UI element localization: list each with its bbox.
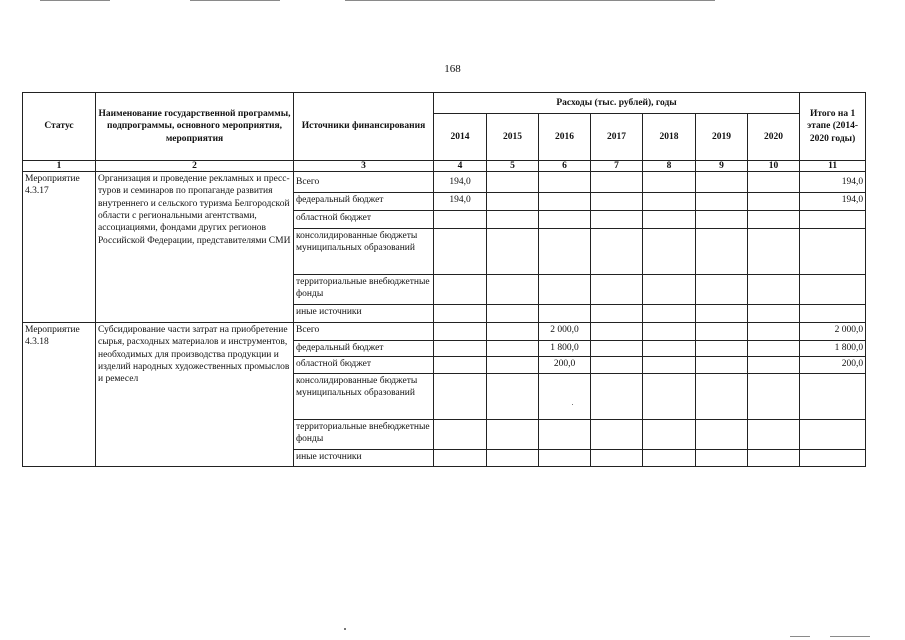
cell-total (800, 305, 866, 323)
cell-2019 (696, 229, 748, 275)
column-number: 9 (696, 161, 748, 172)
source-label: иные источники (294, 305, 434, 323)
cell-total: 194,0 (800, 172, 866, 193)
column-number: 5 (487, 161, 539, 172)
header-year: 2016 (539, 114, 591, 161)
column-number: 3 (294, 161, 434, 172)
cell-2014 (434, 450, 487, 467)
cell-2019 (696, 450, 748, 467)
cell-total (800, 374, 866, 420)
cell-2015 (487, 193, 539, 211)
cell-2015 (487, 275, 539, 305)
cell-2014: 194,0 (434, 172, 487, 193)
cell-2020 (748, 193, 800, 211)
column-number: 4 (434, 161, 487, 172)
cell-total: 2 000,0 (800, 323, 866, 341)
cell-2017 (591, 374, 643, 420)
cell-2015 (487, 172, 539, 193)
cell-2017 (591, 172, 643, 193)
cell-2020 (748, 450, 800, 467)
cell-2017 (591, 341, 643, 357)
cell-2019 (696, 357, 748, 374)
column-number: 6 (539, 161, 591, 172)
cell-2017 (591, 275, 643, 305)
header-sources: Источники финансирования (294, 93, 434, 161)
cell-2020 (748, 275, 800, 305)
cell-2014 (434, 275, 487, 305)
cell-2019 (696, 374, 748, 420)
cell-2018 (643, 420, 696, 450)
cell-total (800, 420, 866, 450)
cell-2014 (434, 229, 487, 275)
cell-2020 (748, 323, 800, 341)
header-year: 2020 (748, 114, 800, 161)
cell-2015 (487, 357, 539, 374)
page-number: 168 (444, 63, 461, 75)
cell-2018 (643, 341, 696, 357)
cell-2018 (643, 275, 696, 305)
source-label: консолидированные бюджеты муниципальных образований (294, 229, 434, 275)
cell-2018 (643, 193, 696, 211)
cell-2017 (591, 420, 643, 450)
header-status: Статус (23, 93, 96, 161)
cell-total (800, 229, 866, 275)
cell-2016: 1 800,0 (539, 341, 591, 357)
cell-2016 (539, 193, 591, 211)
scan-artifact-line (790, 636, 810, 637)
table-row (23, 172, 866, 193)
cell-2017 (591, 229, 643, 275)
source-label: территориальные внебюджетные фонды (294, 420, 434, 450)
cell-2020 (748, 374, 800, 420)
cell-2015 (487, 229, 539, 275)
cell-2015 (487, 450, 539, 467)
source-label: Всего (294, 172, 434, 193)
cell-2016: 200,0 (539, 357, 591, 374)
activity-status: Мероприятие 4.3.17 (23, 172, 96, 323)
cell-2019 (696, 420, 748, 450)
cell-2014 (434, 323, 487, 341)
cell-2015 (487, 323, 539, 341)
activity-name: Организация и проведение рекламных и пресс-туров и семинаров по пропаганде развития внутреннего и сельского туризма Белгородской области с региональными агентствами, ассоциациями, фондами других регионов Российской Федерации, представителями СМИ (96, 172, 294, 323)
cell-2016 (539, 374, 591, 420)
cell-2017 (591, 193, 643, 211)
column-number: 7 (591, 161, 643, 172)
scan-artifact-line (40, 0, 110, 1)
cell-2018 (643, 357, 696, 374)
source-label: федеральный бюджет (294, 193, 434, 211)
activity-status: Мероприятие 4.3.18 (23, 323, 96, 467)
cell-total (800, 450, 866, 467)
cell-2020 (748, 172, 800, 193)
cell-2014 (434, 211, 487, 229)
cell-2014 (434, 420, 487, 450)
cell-2016 (539, 420, 591, 450)
cell-total: 194,0 (800, 193, 866, 211)
header-year: 2018 (643, 114, 696, 161)
cell-2014 (434, 357, 487, 374)
cell-2018 (643, 450, 696, 467)
source-label: областной бюджет (294, 357, 434, 374)
cell-2020 (748, 420, 800, 450)
scan-artifact-line (190, 0, 280, 1)
column-number: 8 (643, 161, 696, 172)
header-year: 2014 (434, 114, 487, 161)
source-label: Всего (294, 323, 434, 341)
cell-2014 (434, 305, 487, 323)
cell-2017 (591, 211, 643, 229)
cell-2020 (748, 305, 800, 323)
header-year: 2019 (696, 114, 748, 161)
source-label: федеральный бюджет (294, 341, 434, 357)
cell-2015 (487, 341, 539, 357)
cell-2019 (696, 193, 748, 211)
header-name: Наименование государственной программы, подпрограммы, основного мероприятия, мероприятия (96, 93, 294, 161)
cell-2015 (487, 211, 539, 229)
activity-name: Субсидирование части затрат на приобретение сырья, расходных материалов и инструментов, необходимых для производства продукции и изделий народных художественных промыслов и ремесел (96, 323, 294, 467)
cell-2019 (696, 323, 748, 341)
cell-2019 (696, 172, 748, 193)
cell-total (800, 211, 866, 229)
cell-2015 (487, 374, 539, 420)
cell-2018 (643, 211, 696, 229)
cell-total: 200,0 (800, 357, 866, 374)
cell-2018 (643, 305, 696, 323)
cell-2016 (539, 211, 591, 229)
cell-2019 (696, 211, 748, 229)
column-number: 1 (23, 161, 96, 172)
scan-artifact-line (345, 0, 715, 1)
source-label: территориальные внебюджетные фонды (294, 275, 434, 305)
cell-2016 (539, 275, 591, 305)
cell-2019 (696, 275, 748, 305)
source-label: консолидированные бюджеты муниципальных образований (294, 374, 434, 420)
cell-2020 (748, 357, 800, 374)
cell-2020 (748, 341, 800, 357)
cell-2016 (539, 450, 591, 467)
cell-total (800, 275, 866, 305)
cell-2018 (643, 172, 696, 193)
cell-2017 (591, 450, 643, 467)
financing-table (22, 92, 866, 467)
cell-2017 (591, 323, 643, 341)
header-total: Итого на 1 этапе (2014-2020 годы) (800, 93, 866, 161)
cell-2020 (748, 211, 800, 229)
cell-2018 (643, 323, 696, 341)
cell-2015 (487, 420, 539, 450)
cell-2015 (487, 305, 539, 323)
cell-2017 (591, 305, 643, 323)
cell-2016 (539, 229, 591, 275)
cell-2014 (434, 374, 487, 420)
cell-2016 (539, 305, 591, 323)
cell-2018 (643, 229, 696, 275)
cell-total: 1 800,0 (800, 341, 866, 357)
header-year: 2015 (487, 114, 539, 161)
cell-2019 (696, 305, 748, 323)
header-expenses: Расходы (тыс. рублей), годы (434, 93, 800, 114)
cell-2014 (434, 341, 487, 357)
header-year: 2017 (591, 114, 643, 161)
cell-2019 (696, 341, 748, 357)
cell-2018 (643, 374, 696, 420)
cell-2017 (591, 357, 643, 374)
table-row (23, 323, 866, 341)
cell-2020 (748, 229, 800, 275)
source-label: областной бюджет (294, 211, 434, 229)
cell-2016 (539, 172, 591, 193)
scan-artifact-line (830, 636, 870, 637)
column-number: 2 (96, 161, 294, 172)
column-number: 10 (748, 161, 800, 172)
scan-speck (572, 404, 573, 405)
column-number: 11 (800, 161, 866, 172)
cell-2016: 2 000,0 (539, 323, 591, 341)
scan-speck (344, 628, 346, 630)
source-label: иные источники (294, 450, 434, 467)
cell-2014: 194,0 (434, 193, 487, 211)
